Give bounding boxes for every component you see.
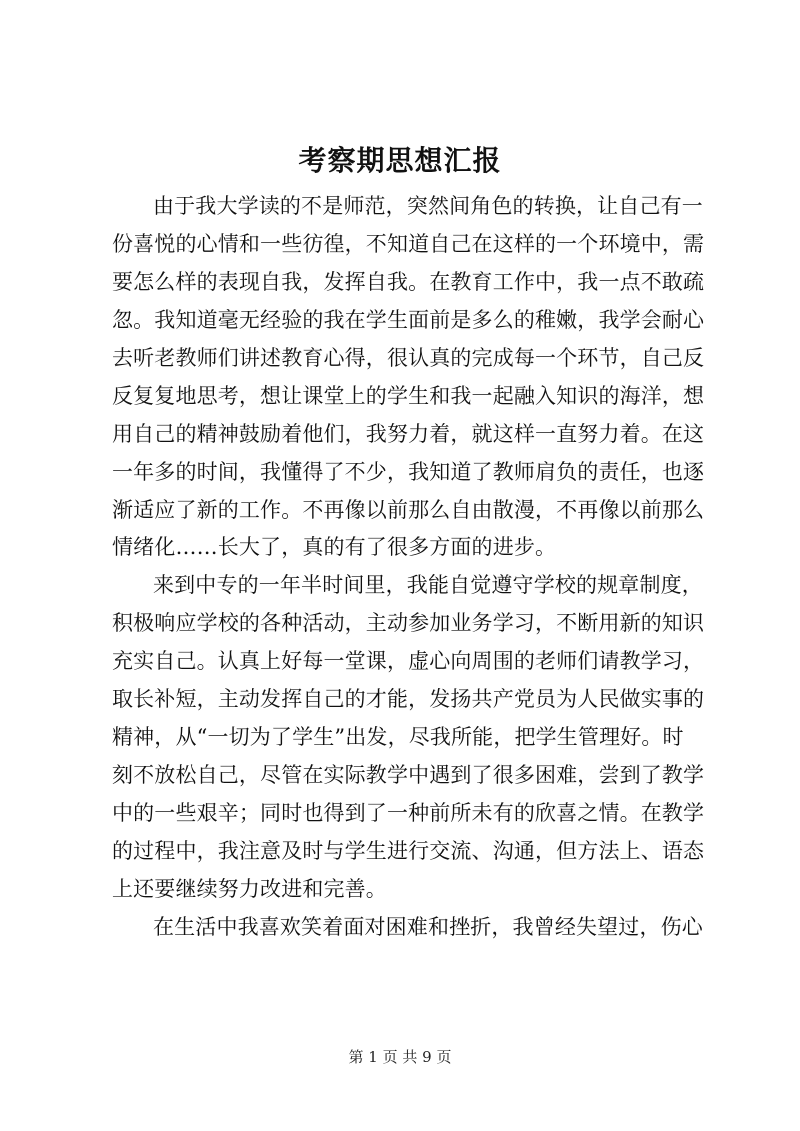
paragraph-1-line-5: 去听老教师们讲述教育心得，很认真的完成每一个环节，自己反 (112, 345, 704, 370)
paragraph-2-line-5: 精神，从“一切为了学生”出发，尽我所能，把学生管理好。时 (112, 725, 684, 750)
paragraph-1-line-10: 情绪化……长大了，真的有了很多方面的进步。 (112, 535, 557, 560)
paragraph-1-line-1: 由于我大学读的不是师范，突然间角色的转换，让自己有一 (153, 194, 703, 218)
paragraph-2-line-3: 充实自己。认真上好每一堂课，虚心向周围的老师们请教学习， (112, 649, 704, 674)
paragraph-2-line-6: 刻不放松自己，尽管在实际教学中遇到了很多困难，尝到了教学 (112, 763, 704, 788)
paragraph-2-line-1: 来到中专的一年半时间里，我能自觉遵守学校的规章制度， (153, 573, 703, 598)
paragraph-1-line-6: 反复复地思考，想让课堂上的学生和我一起融入知识的海洋，想 (112, 383, 704, 408)
document-title: 考察期思想汇报 (298, 144, 502, 177)
paragraph-1-line-9: 渐适应了新的工作。不再像以前那么自由散漫，不再像以前那么 (112, 497, 704, 522)
paragraph-2-line-7: 中的一些艰辛；同时也得到了一种前所未有的欣喜之情。在教学 (112, 801, 704, 825)
paragraph-1-line-7: 用自己的精神鼓励着他们，我努力着，就这样一直努力着。在这 (112, 421, 704, 446)
paragraph-2-line-2: 积极响应学校的各种活动，主动参加业务学习，不断用新的知识 (112, 611, 704, 636)
paragraph-3-line-1: 在生活中我喜欢笑着面对困难和挫折，我曾经失望过，伤心 (153, 914, 703, 939)
page-number-footer: 第 1 页 共 9 页 (348, 1048, 452, 1066)
paragraph-1-line-8: 一年多的时间，我懂得了不少，我知道了教师肩负的责任，也逐 (112, 459, 704, 484)
paragraph-2-line-9: 上还要继续努力改进和完善。 (112, 876, 387, 901)
paragraph-1-line-4: 忽。我知道毫无经验的我在学生面前是多么的稚嫩，我学会耐心 (112, 307, 704, 332)
paragraph-1-line-3: 要怎么样的表现自我，发挥自我。在教育工作中，我一点不敢疏 (112, 269, 704, 294)
paragraph-2-line-4: 取长补短，主动发挥自己的才能，发扬共产党员为人民做实事的 (112, 687, 704, 712)
paragraph-1-line-2: 份喜悦的心情和一些彷徨，不知道自己在这样的一个环境中，需 (112, 231, 704, 256)
paragraph-2-line-8: 的过程中，我注意及时与学生进行交流、沟通，但方法上、语态 (112, 838, 704, 863)
document-body (112, 188, 704, 947)
